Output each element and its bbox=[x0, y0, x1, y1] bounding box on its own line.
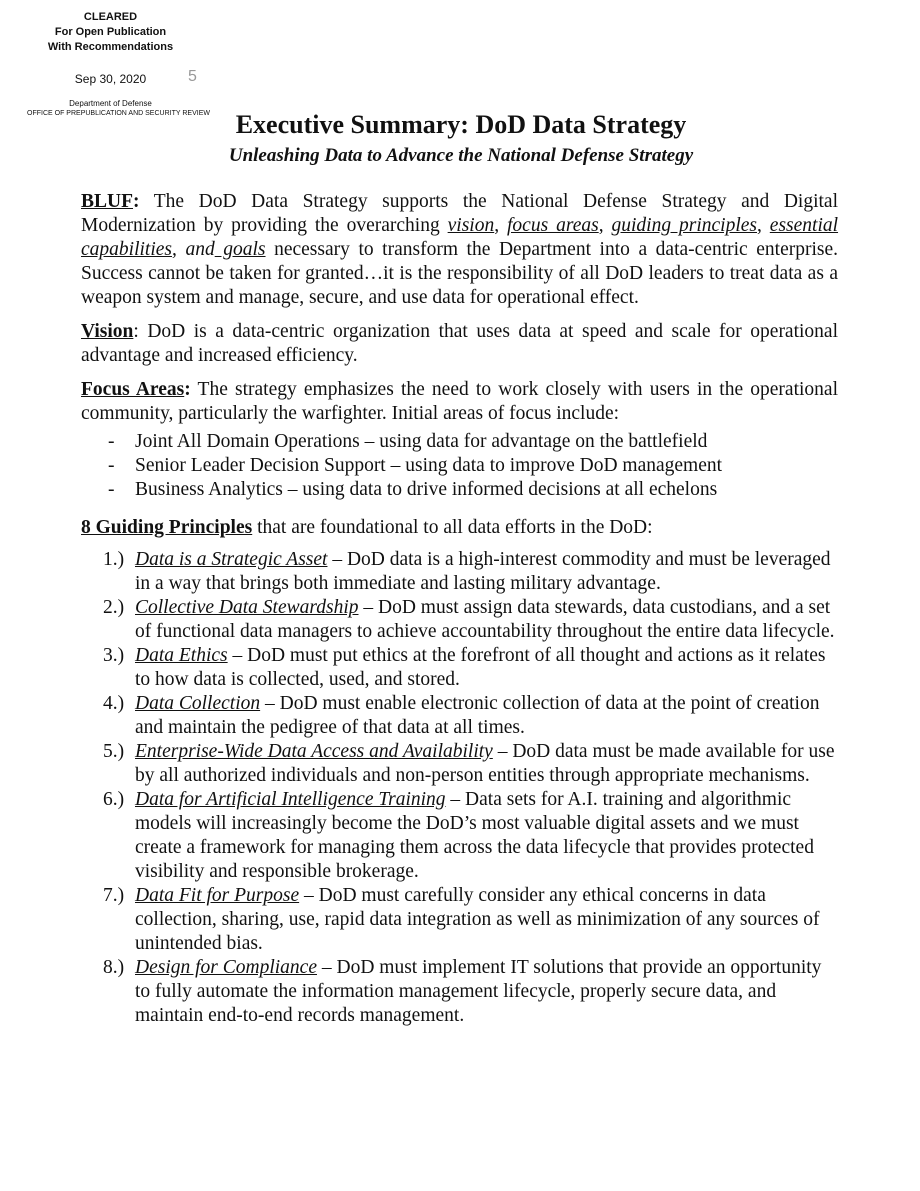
principle-text: – DoD must put ethics at the forefront of all thought and actions as it relates to how data is collected, used, and stored. bbox=[135, 645, 826, 690]
focus-list bbox=[81, 430, 838, 502]
principle-title: Data Collection bbox=[135, 693, 261, 714]
bluf-sep-4: , and bbox=[172, 239, 215, 260]
principles-list bbox=[81, 548, 838, 1028]
page-mark: 5 bbox=[188, 68, 197, 85]
focus-item-text: Business Analytics – using data to drive informed decisions at all echelons bbox=[135, 479, 718, 500]
stamp-date: Sep 30, 2020 bbox=[74, 72, 147, 86]
stamp-open-publication: For Open Publication bbox=[54, 26, 167, 38]
focus-item-text: Senior Leader Decision Support – using data to improve DoD management bbox=[135, 455, 723, 476]
list-item bbox=[81, 740, 838, 788]
focus-colon: : bbox=[184, 379, 191, 400]
list-item bbox=[81, 596, 838, 644]
principle-text: – DoD data is a high-interest commodity and must be leveraged in a way that brings both immediate and lasting military advantage. bbox=[135, 549, 831, 594]
focus-text: The strategy emphasizes the need to work closely with users in the operational community, particularly the warfighter. Initial areas of focus include: bbox=[81, 379, 838, 424]
stamp-office: OFFICE OF PREPUBLICATION AND SECURITY REVIEW bbox=[27, 110, 210, 117]
principle-title: Enterprise-Wide Data Access and Availability bbox=[135, 741, 493, 762]
bluf-label: BLUF bbox=[81, 191, 134, 212]
bluf-principles-link: guiding principles bbox=[611, 215, 757, 236]
item-number: 3.) bbox=[103, 645, 125, 666]
bluf-vision-link: vision bbox=[447, 215, 495, 236]
item-number: 8.) bbox=[103, 957, 125, 978]
item-number: 6.) bbox=[103, 789, 125, 810]
vision-text: : DoD is a data-centric organization that uses data at speed and scale for operational advantage and increased efficiency. bbox=[81, 321, 838, 366]
bluf-sep-1: , bbox=[494, 215, 508, 236]
list-item bbox=[81, 692, 838, 740]
guiding-label: 8 Guiding Principles bbox=[81, 517, 253, 538]
item-number: 4.) bbox=[103, 693, 125, 714]
bluf-text-2: necessary to transform the Department into a data-centric enterprise. Success cannot be taken for granted…it is the responsibility of all DoD leaders to treat data as a weapon system and manage, secure, and use data for operational effect. bbox=[81, 239, 838, 308]
vision-label: Vision bbox=[81, 321, 134, 342]
list-item bbox=[81, 454, 838, 478]
bluf-text-1: The DoD Data Strategy supports the National Defense Strategy and Digital Modernization by providing the overarching bbox=[81, 191, 838, 236]
focus-item-text: Joint All Domain Operations – using data for advantage on the battlefield bbox=[135, 431, 708, 452]
list-item bbox=[81, 884, 838, 956]
document-title: Executive Summary: DoD Data Strategy bbox=[235, 110, 687, 139]
bluf-paragraph bbox=[81, 190, 838, 310]
principle-text: – Data sets for A.I. training and algorithmic models will increasingly become the DoD’s most valuable digital assets and we must create a framework for managing them across the data lifecycle that provides protected visibility and responsible brokerage. bbox=[135, 789, 814, 882]
focus-paragraph bbox=[81, 378, 838, 426]
principle-title: Data Fit for Purpose bbox=[135, 885, 300, 906]
principle-title: Data for Artificial Intelligence Training bbox=[135, 789, 446, 810]
stamp-date-row bbox=[18, 68, 203, 87]
principle-text: – DoD must carefully consider any ethical concerns in data collection, sharing, use, rapid data integration as well as minimization of any sources of unintended bias. bbox=[135, 885, 820, 954]
focus-label: Focus Areas bbox=[81, 379, 185, 400]
list-item bbox=[81, 644, 838, 692]
principle-text: – DoD must enable electronic collection of data at the point of creation and maintain the pedigree of that data at all times. bbox=[135, 693, 820, 738]
list-item bbox=[81, 956, 838, 1028]
vision-paragraph bbox=[81, 320, 838, 368]
dash-marker: - bbox=[108, 431, 115, 452]
principle-text: – DoD must implement IT solutions that provide an opportunity to fully automate the information management lifecycle, properly secure data, and maintain end-to-end records management. bbox=[135, 957, 822, 1026]
item-number: 7.) bbox=[103, 885, 125, 906]
dash-marker: - bbox=[108, 455, 115, 476]
clearance-stamp bbox=[18, 10, 210, 118]
bluf-focus-link: focus areas bbox=[507, 215, 599, 236]
principle-title: Data is a Strategic Asset bbox=[135, 549, 328, 570]
document-body bbox=[81, 190, 838, 1028]
bluf-sep-2: , bbox=[598, 215, 612, 236]
principle-title: Data Ethics bbox=[135, 645, 228, 666]
item-number: 1.) bbox=[103, 549, 125, 570]
bluf-colon: : bbox=[133, 191, 140, 212]
list-item bbox=[81, 788, 838, 884]
guiding-heading bbox=[81, 516, 838, 540]
principle-text: – DoD must assign data stewards, data custodians, and a set of functional data managers to achieve accountability throughout the entire data lifecycle. bbox=[135, 597, 835, 642]
bluf-sep-3: , bbox=[757, 215, 770, 236]
stamp-department: Department of Defense bbox=[69, 99, 152, 108]
bluf-capabilities-link: essential capabilities bbox=[81, 215, 839, 260]
document-subtitle: Unleashing Data to Advance the National Defense Strategy bbox=[228, 145, 694, 166]
stamp-cleared: CLEARED bbox=[83, 11, 138, 23]
item-number: 2.) bbox=[103, 597, 125, 618]
list-item bbox=[81, 430, 838, 454]
principle-title: Collective Data Stewardship bbox=[135, 597, 359, 618]
dash-marker: - bbox=[108, 479, 115, 500]
principle-text: – DoD data must be made available for use by all authorized individuals and non-person entities through appropriate mechanisms. bbox=[135, 741, 835, 786]
list-item bbox=[81, 478, 838, 502]
stamp-recommendations: With Recommendations bbox=[47, 41, 174, 53]
list-item bbox=[81, 548, 838, 596]
bluf-goals-link: goals bbox=[214, 239, 266, 260]
item-number: 5.) bbox=[103, 741, 125, 762]
principle-title: Design for Compliance bbox=[135, 957, 317, 978]
guiding-text: that are foundational to all data efforts in the DoD: bbox=[252, 517, 653, 538]
